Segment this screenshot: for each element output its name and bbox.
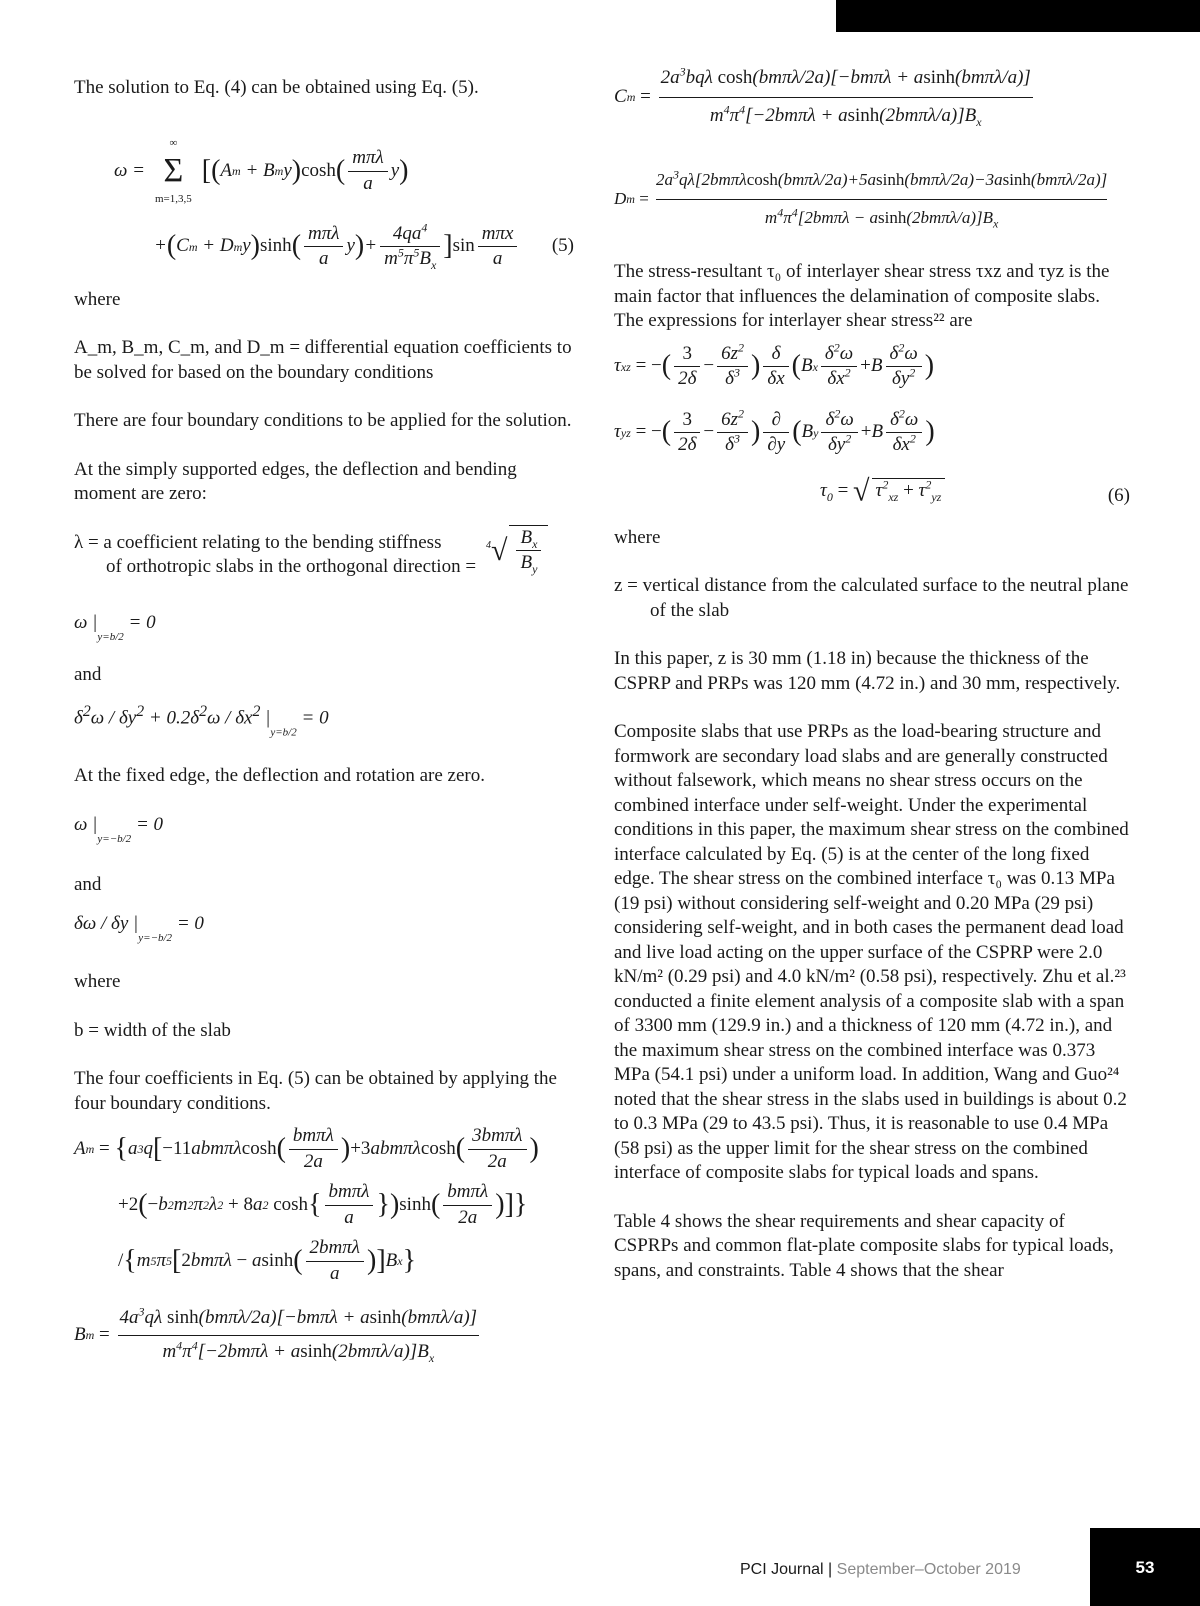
- tau-yz-equation: τ yz = − ( $\frac{3}{2\delta}$ − $\frac{6z^2}{\delta^3}$ ) $\frac{\partial}{\partial y}$ ( B y $\frac{\delta^2\omega}{\delta y^2}$ + B $\frac{\delta^2\omega}{\delta x^2}$ ): [614, 406, 935, 455]
- and-2: and: [74, 874, 102, 896]
- issue-date: September–October 2019: [836, 1561, 1021, 1578]
- z-definition: z = vertical distance from the calculated surface to the neutral plane of the slab: [614, 575, 1129, 621]
- equation-5: ω = ∞ Σ m=1,3,5 [ ( A m + B m y ) cosh ( $\frac{\text{mπλ}}{a}$ y ) + ( C m + D m y ) sinh ( $\frac{\text{mπλ}}{a}$ y ) + $\frac{4qa^4}{m^5\pi^5B_x}$ ] sin $\frac{\text{mπx}}{a}$ (5): [74, 131, 574, 272]
- and-1: and: [74, 664, 102, 685]
- intro-text: The solution to Eq. (4) can be obtained using Eq. (5).: [74, 77, 479, 98]
- tau-0-equation: $\tau_0$ = √ $\tau^2_{xz} + \tau^2_{yz}$ (6): [820, 473, 1130, 507]
- page-number: 53: [1135, 1558, 1155, 1577]
- four-boundary-conditions: There are four boundary conditions to be applied for the solution.: [74, 410, 572, 431]
- lambda-definition: λ = a coefficient relating to the bending stiffness of orthotropic slabs in the orthogonal direction = $^4$√ $\frac{B_x}{B_y}$: [74, 531, 574, 587]
- Bm-equation: B m = $\frac{4a^3q\lambda \sinh(bm\pi\lambda/2a)[-bm\pi\lambda + asinh(bm\pi\lambda/a)]}{m^4\pi^4[-2bm\pi\lambda + asinh(2bm\pi\lambda/a)]B_x}$: [74, 1302, 574, 1368]
- bc-moment-b2: $\delta^2\omega / \delta y^2 + 0.2\delta^2\omega / \delta x^2$ $|_{y=b/2} = 0$: [74, 702, 329, 738]
- journal-name: PCI Journal: [740, 1561, 824, 1578]
- bc-deflection-b2: ω $|_{y=b/2} = 0$: [74, 611, 156, 643]
- where-1: where: [74, 288, 121, 310]
- eq6-label: (6): [1107, 484, 1130, 506]
- simply-supported-text: At the simply supported edges, the deflection and bending moment are zero:: [74, 458, 517, 504]
- tau-xz-equation: τ xz = − ( $\frac{3}{2\delta}$ − $\frac{6z^2}{\delta^3}$ ) $\frac{\delta}{\delta x}$ ( B x $\frac{\delta^2\omega}{\delta x^2}$ + B $\frac{\delta^2\omega}{\delta y^2}$ ): [614, 340, 935, 389]
- where-2: where: [74, 971, 121, 993]
- Cm-equation: C m = $\frac{2a^3bq\lambda \cosh(bm\pi\lambda/2a)[-bm\pi\lambda + asinh(bm\pi\lambda/a)]}{m^4\pi^4[-2bm\pi\lambda + asinh(2bm\pi\lambda/a)]B_x}$: [614, 60, 1130, 134]
- sum-top: ∞: [169, 136, 178, 149]
- fixed-edge-text: At the fixed edge, the deflection and rotation are zero.: [74, 765, 485, 787]
- four-coefficients-text: The four coefficients in Eq. (5) can be obtained by applying the four boundary conditions.: [74, 1068, 557, 1114]
- stress-intro: The stress-resultant τ₀ of interlayer shear stress τxz and τyz is the main factor that influences the delamination of composite slabs. The expressions for interlayer shear stress²² are: [614, 261, 1110, 331]
- lambda-def-line1: λ = a coefficient relating to the bending stiffness: [74, 531, 442, 553]
- z-paragraph: In this paper, z is 30 mm (1.18 in) because the thickness of the CSPRP and PRPs was 120 mm (4.72 in.) and 30 mm, respectively.: [614, 648, 1121, 694]
- sum-bottom: m=1,3,5: [155, 193, 192, 205]
- table4-paragraph: Table 4 shows the shear requirements and shear capacity of CSPRPs and common flat-plate composite slabs for typical loads, spans, and constraints. Table 4 shows that the shear: [614, 1210, 1114, 1281]
- where-3: where: [614, 526, 661, 548]
- coefficient-definition: [74, 336, 574, 385]
- bc-rotation-neg-b2: δω / δy $|_{y=-b/2} = 0$: [74, 912, 204, 944]
- Am-equation: A m = { a 3 q [ −11 abmπλ cosh ( $\frac{\text{bmπλ}}{2a}$ ) +3 abmπλ cosh ( $\frac{\text{3bmπλ}}{2a}$ ) +2 ( − b 2 m 2 π 2 λ 2 + 8 a 2 cosh { $\frac{\text{bmπλ}}{a}$ } ) sinh ( $\frac{\text{bmπλ}}{2a}$ ) ] } / { m 5 π 5 [ 2 bmπλ − a sinh ( $\frac{\text{2bmπλ}}{a}$ ) ] B x }: [74, 1125, 539, 1284]
- composite-paragraph: Composite slabs that use PRPs as the load-bearing structure and formwork are secondary load slabs and are generally constructed without falsework, which means no shear stress occurs on the combined interface under self-weight. Under the experimental conditions in this paper, the maximum shear stress on the combined interface calculated by Eq. (5) is at the center of the long fixed edge. The shear stress on the combined interface τ₀ was 0.13 MPa (19 psi) without considering self-weight and 0.20 MPa (29 psi) considering self-weight, and in both cases the permanent dead load and live load acting on the upper surface of the CSPRP were 2.0 kN/m² (0.29 psi) and 4.0 kN/m² (0.58 psi), respectively. Zhu et al.²³ conducted a finite element analysis of a composite slab with a span of 3300 mm (129.9 in.) and a thickness of 120 mm (4.72 in.), and the maximum shear stress on the combined interface was 0.373 MPa (54.1 psi) under a uniform load. In addition, Wang and Guo²⁴ noted that the shear stress in the slabs used in buildings is about 0.2 to 0.3 MPa (29 to 43.5 psi). Thus, it is reasonable to use 0.4 MPa (58 psi) as the upper limit for the shear stress on the combined interface of composite slabs for typical loads and spans.: [614, 721, 1129, 1183]
- top-black-bar: [836, 0, 1200, 32]
- bc-deflection-neg-b2: ω $|_{y=-b/2} = 0$: [74, 813, 164, 845]
- lambda-def-line2: of orthotropic slabs in the orthogonal direction =: [106, 556, 477, 577]
- Dm-equation: D m = $\frac{2a^3q\lambda[2bm\pi\lambda\cosh(bm\pi\lambda/2a)+5asinh(bm\pi\lambda/2a)-3asinh(bm\pi\lambda/2a)]}{m^4\pi^4[2bm\pi\lambda - asinh(2bm\pi\lambda/a)]B_x}$: [614, 162, 1130, 236]
- footer: [740, 1558, 1070, 1583]
- left-column: [74, 76, 574, 1384]
- eq5-label: (5): [551, 235, 574, 257]
- coefficient-definition-text: A_m, B_m, C_m, and D_m = differential equation coefficients to be solved for based on the boundary conditions: [74, 337, 572, 383]
- b-definition: b = width of the slab: [74, 1019, 231, 1041]
- right-column: [614, 60, 1130, 1283]
- footer-separator: |: [828, 1561, 833, 1578]
